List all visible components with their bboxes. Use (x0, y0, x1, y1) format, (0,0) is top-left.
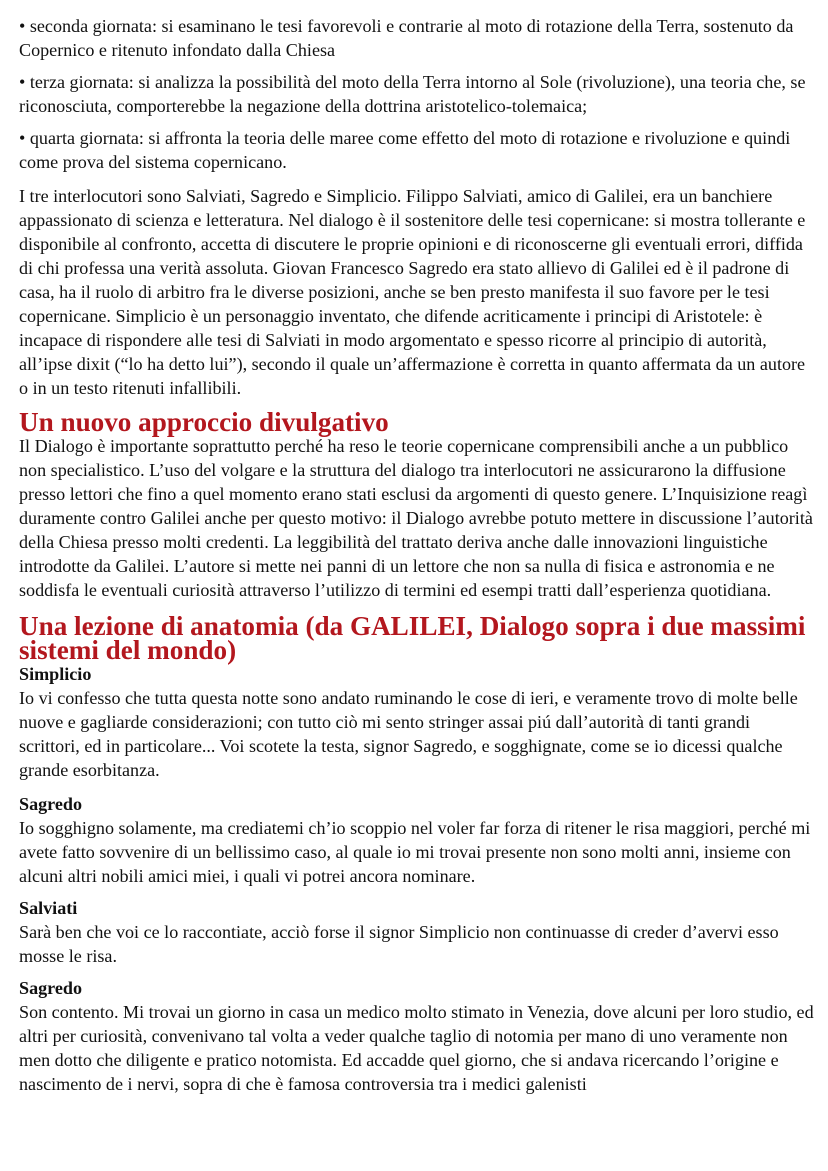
speaker-sagredo-2: Sagredo (19, 978, 83, 998)
dialogue-simplicio-text: Io vi confesso che tutta questa notte sono andato ruminando le cose di ieri, e veramente trovo di molte belle nuove e gagliarde considerazioni; con tutto ciò mi sento stringer assai piú dall’autorità di tanti grandi scrittori, ed in particolare... Voi scotete la testa, signor Sagredo, e sogghignate, come se io dicessi qualche grande esorbitanza. (19, 688, 798, 780)
speaker-sagredo: Sagredo (19, 794, 83, 814)
dialogue-salviati-text: Sarà ben che voi ce lo raccontiate, acciò forse il signor Simplicio non continuasse di creder d’avervi esso mosse le risa. (19, 922, 779, 966)
section-title-lezione-anatomia: Una lezione di anatomia (da GALILEI, Dialogo sopra i due massimi sistemi del mondo) (19, 611, 806, 665)
dialogue-sagredo-2-text: Son contento. Mi trovai un giorno in casa un medico molto stimato in Venezia, dove alcuni per loro studio, ed altri per curiosità, convenivano tal volta a veder qualche taglio di notomia per mano di uno veramente non men dotto che diligente e pratico notomista. Ed accadde quel giorno, che si andava ricercando l’origine e nascimento de i nervi, sopra di che è famosa controversia tra i medici galenisti (19, 1002, 814, 1094)
document-page (19, 14, 815, 1096)
dialogue-sagredo-text: Io sogghigno solamente, ma crediatemi ch’io scoppio nel voler far forza di ritener le risa maggiori, perché mi avete fatto sovvenire di un bellissimo caso, al quale io mi trovai presente non sono molti anni, insieme con alcuni altri nobili amici miei, i quali vi potrei ancora nominare. (19, 818, 811, 886)
speaker-salviati: Salviati (19, 898, 78, 918)
section-title-approccio: Un nuovo approccio divulgativo (19, 407, 389, 437)
approccio-paragraph: Il Dialogo è importante soprattutto perché ha reso le teorie copernicane comprensibili anche a un pubblico non specialistico. L’uso del volgare e la struttura del dialogo tra interlocutori ne assicurarono la diffusione presso lettori che fino a quel momento erano stati esclusi da argomenti di questo genere. L’Inquisizione reagì duramente contro Galilei anche per questo motivo: il Dialogo avrebbe potuto mettere in discussione l’autorità della Chiesa presso molti credenti. La leggibilità del trattato deriva anche dalle innovazioni linguistiche introdotte da Galilei. L’autore si mette nei panni di un lettore che non sa nulla di fisica e astronomia e ne soddisfa le eventuali curiosità attraverso l’utilizzo di termini ed esempi tratti dall’esperienza quotidiana. (19, 436, 813, 600)
interlocutori-paragraph: I tre interlocutori sono Salviati, Sagredo e Simplicio. Filippo Salviati, amico di Galilei, era un banchiere appassionato di scienza e letteratura. Nel dialogo è il sostenitore delle tesi copernicane: si mostra tollerante e disponibile al confronto, accetta di discutere le proprie opinioni e di riconoscerne gli eventuali errori, diffida di chi professa una verità assoluta. Giovan Francesco Sagredo era stato allievo di Galilei ed è il padrone di casa, ha il ruolo di arbitro fra le diverse posizioni, anche se ben presto manifesta il suo favore per le tesi copernicane. Simplicio è un personaggio inventato, che difende acriticamente i principi di Aristotele: è incapace di rispondere alle tesi di Salviati in modo argomentato e spesso ricorre al principio di autorità, all’ipse dixit (“lo ha detto lui”), secondo il quale un’affermazione è corretta in quanto affermata da un autore o in un testo ritenuti infallibili. (19, 186, 806, 398)
bullet-quarta-giornata: • quarta giornata: si affronta la teoria delle maree come effetto del moto di rotazione e rivoluzione e quindi come prova del sistema copernicano. (19, 128, 791, 172)
bullet-seconda-giornata: • seconda giornata: si esaminano le tesi favorevoli e contrarie al moto di rotazione della Terra, sostenuto da Copernico e ritenuto infondato dalla Chiesa (19, 16, 794, 60)
bullet-terza-giornata: • terza giornata: si analizza la possibilità del moto della Terra intorno al Sole (rivoluzione), una teoria che, se riconosciuta, comporterebbe la negazione della dottrina aristotelico-tolemaica; (19, 72, 806, 116)
speaker-simplicio: Simplicio (19, 664, 92, 684)
